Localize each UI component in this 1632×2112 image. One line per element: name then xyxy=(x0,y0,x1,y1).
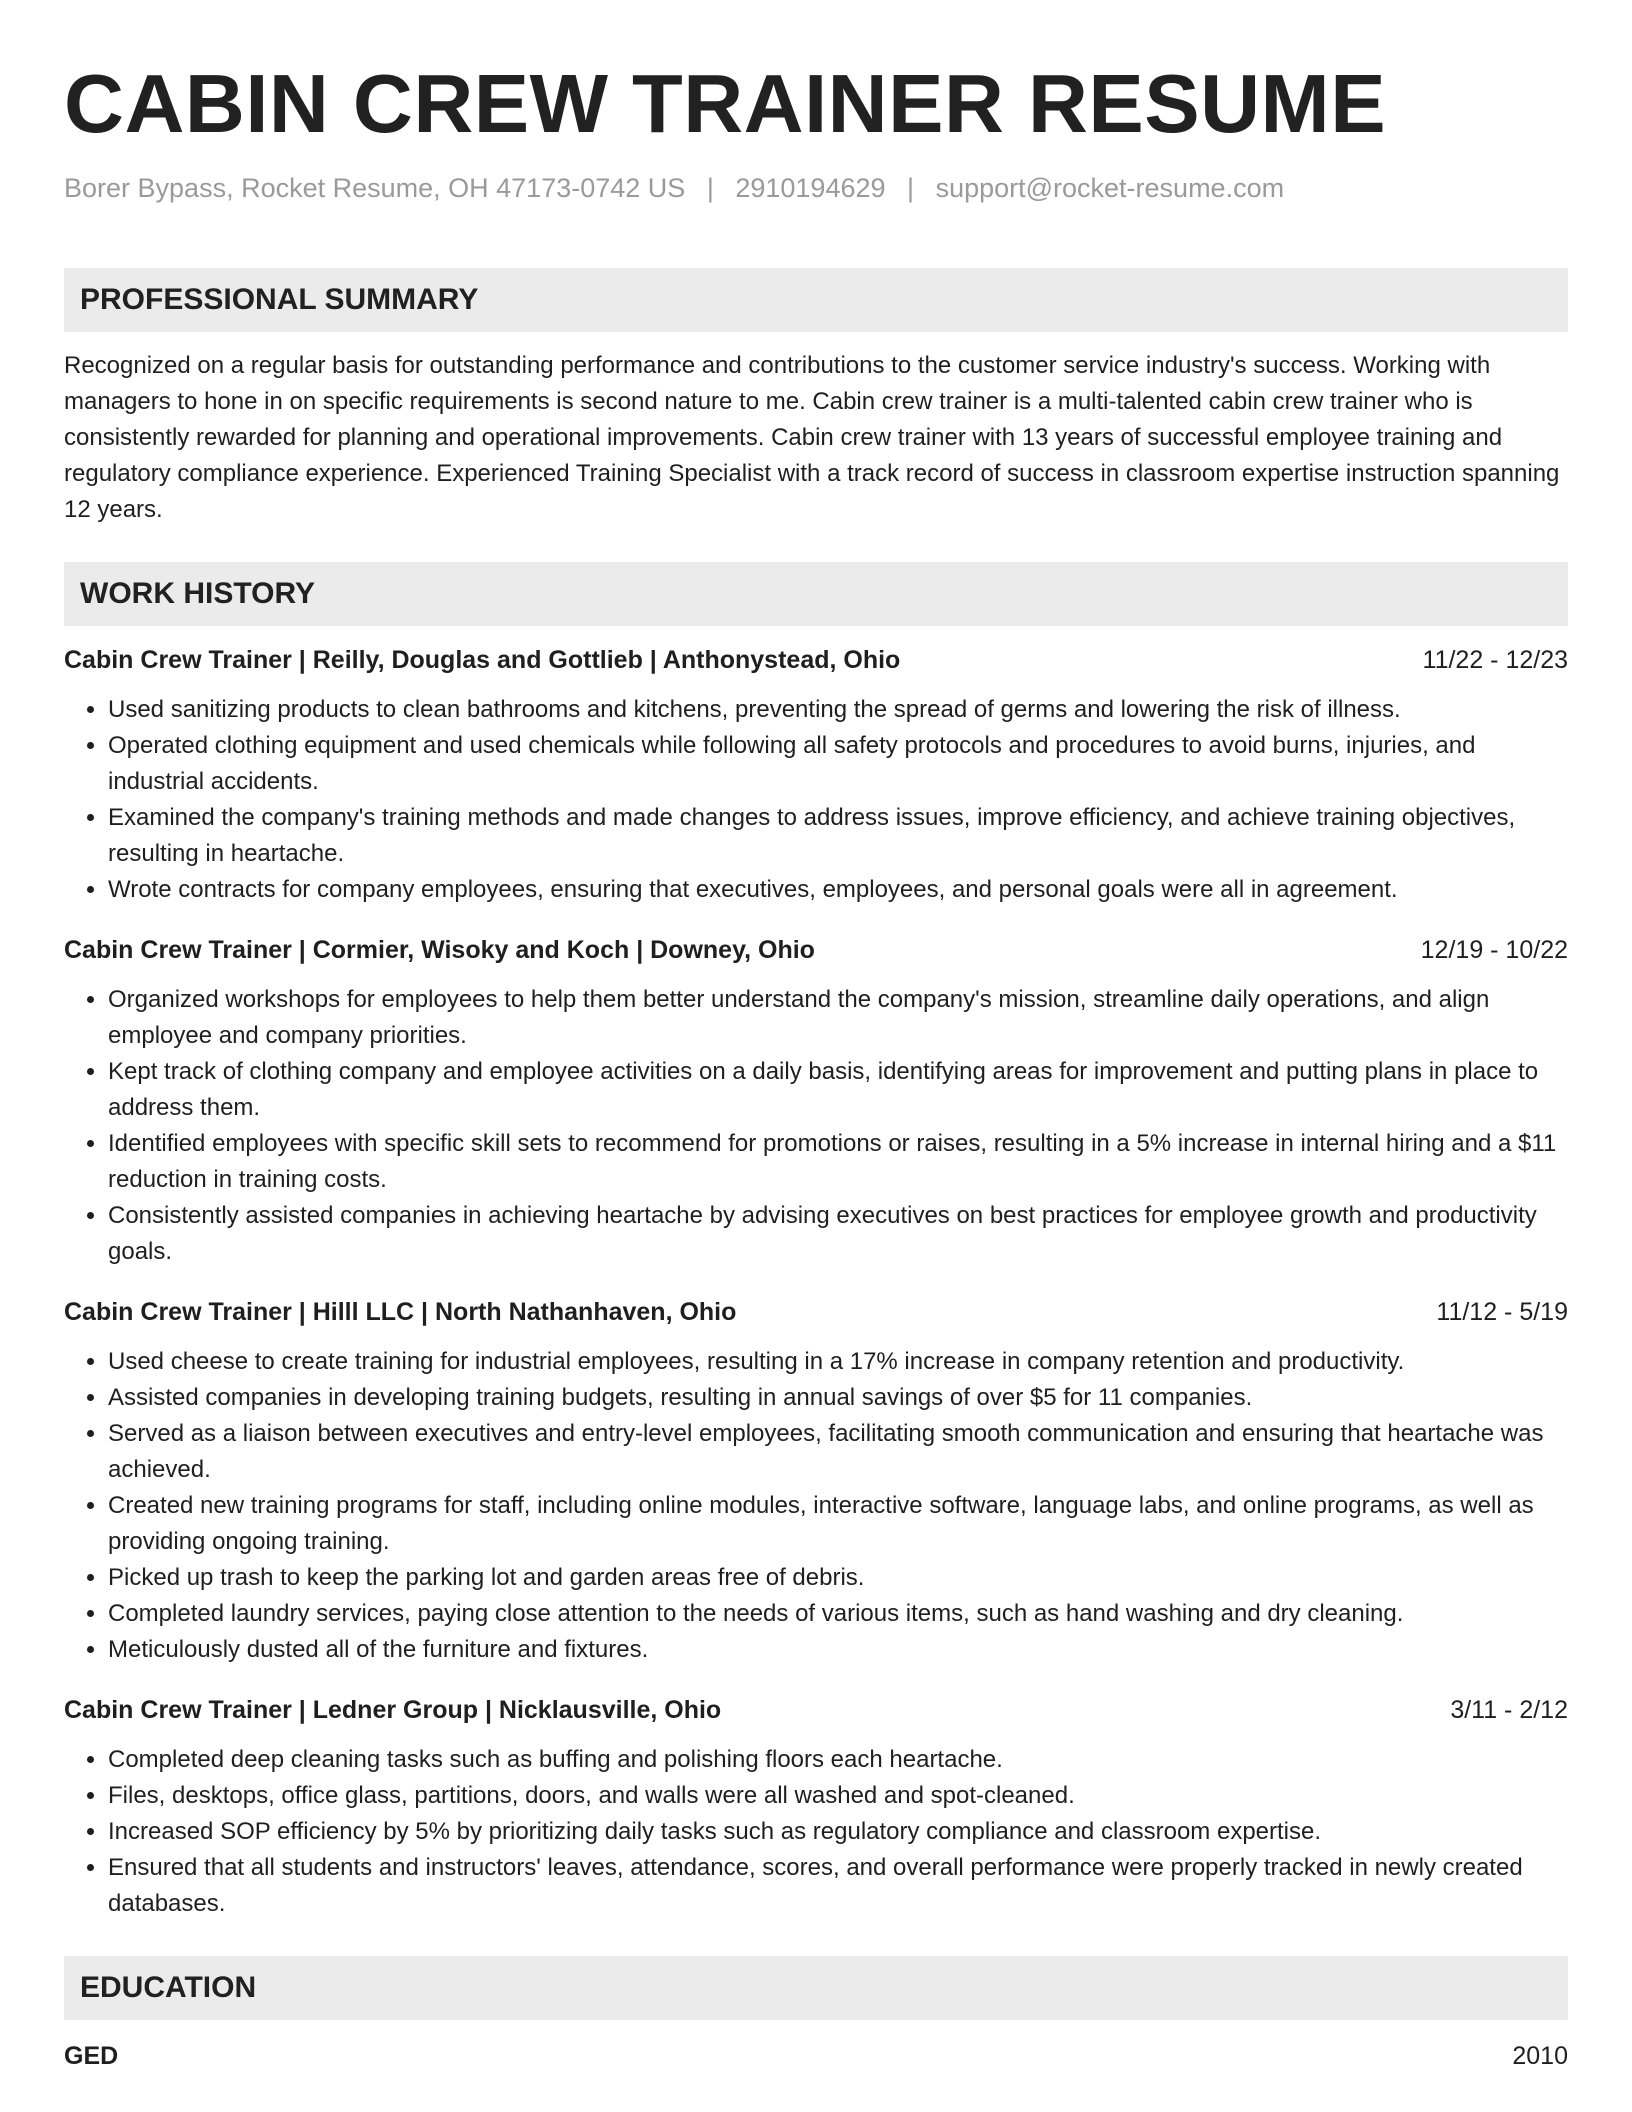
job-bullet: • Used sanitizing products to clean bathrooms and kitchens, preventing the spread of germs and lowering the risk of illness. xyxy=(108,692,1568,728)
job-bullet: • Assisted companies in developing training budgets, resulting in annual savings of over $5 for 11 companies. xyxy=(108,1380,1568,1416)
job-bullet: • Used cheese to create training for industrial employees, resulting in a 17% increase in company retention and productivity. xyxy=(108,1344,1568,1380)
job-dates: 11/12 - 5/19 xyxy=(1436,1298,1568,1326)
job-bullets xyxy=(64,1344,1568,1668)
job-entry xyxy=(64,1692,1568,1922)
job-bullet: • Consistently assisted companies in achieving heartache by advising executives on best practices for employee growth and productivity goals. xyxy=(108,1198,1568,1270)
job-bullet: • Completed laundry services, paying close attention to the needs of various items, such as hand washing and dry cleaning. xyxy=(108,1596,1568,1632)
job-bullet: • Meticulously dusted all of the furniture and fixtures. xyxy=(108,1632,1568,1668)
job-dates: 12/19 - 10/22 xyxy=(1420,936,1568,964)
job-entry xyxy=(64,642,1568,908)
education-degree: GED xyxy=(64,2042,119,2070)
page-title: CABIN CREW TRAINER RESUME xyxy=(64,57,1387,150)
job-bullet: • Created new training programs for staff, including online modules, interactive software, language labs, and online programs, as well as providing ongoing training. xyxy=(108,1488,1568,1560)
work-history-list xyxy=(64,642,1568,1922)
job-title: Cabin Crew Trainer | Hilll LLC | North Nathanhaven, Ohio xyxy=(64,1298,737,1326)
job-dates: 11/22 - 12/23 xyxy=(1422,646,1568,674)
education-entry xyxy=(64,2038,1568,2074)
job-header xyxy=(64,932,1568,968)
job-bullet: • Examined the company's training methods and made changes to address issues, improve efficiency, and achieve training objectives, resulting in heartache. xyxy=(108,800,1568,872)
job-bullet: • Ensured that all students and instructors' leaves, attendance, scores, and overall performance were properly tracked in newly created databases. xyxy=(108,1850,1568,1922)
job-bullet: • Files, desktops, office glass, partitions, doors, and walls were all washed and spot-cleaned. xyxy=(108,1778,1568,1814)
education-list xyxy=(64,2038,1568,2074)
job-bullet: • Served as a liaison between executives and entry-level employees, facilitating smooth communication and ensuring that heartache was achieved. xyxy=(108,1416,1568,1488)
contact-line xyxy=(64,170,1568,206)
contact-separator: | xyxy=(907,173,915,203)
job-dates: 3/11 - 2/12 xyxy=(1450,1696,1568,1724)
contact-separator: | xyxy=(706,173,714,203)
job-entry xyxy=(64,932,1568,1270)
job-title: Cabin Crew Trainer | Reilly, Douglas and Gottlieb | Anthonystead, Ohio xyxy=(64,646,901,674)
job-bullet: • Wrote contracts for company employees, ensuring that executives, employees, and personal goals were all in agreement. xyxy=(108,872,1568,908)
contact-address: Borer Bypass, Rocket Resume, OH 47173-0742 US xyxy=(64,173,686,203)
job-bullet: • Operated clothing equipment and used chemicals while following all safety protocols and procedures to avoid burns, injuries, and industrial accidents. xyxy=(108,728,1568,800)
contact-phone: 2910194629 xyxy=(735,173,886,203)
job-bullet: • Increased SOP efficiency by 5% by prioritizing daily tasks such as regulatory compliance and classroom expertise. xyxy=(108,1814,1568,1850)
summary-text: Recognized on a regular basis for outstanding performance and contributions to the customer service industry's success. Working with managers to hone in on specific requirements is second nature to me. Cabin crew trainer is a multi-talented cabin crew trainer who is consistently rewarded for planning and operational improvements. Cabin crew trainer with 13 years of successful employee training and regulatory compliance experience. Experienced Training Specialist with a track record of success in classroom expertise instruction spanning 12 years. xyxy=(64,352,1560,523)
job-header xyxy=(64,1294,1568,1330)
contact-email: support@rocket-resume.com xyxy=(935,173,1285,203)
section-heading-work-history: WORK HISTORY xyxy=(64,562,1568,626)
job-bullets xyxy=(64,1742,1568,1922)
job-bullet: • Identified employees with specific skill sets to recommend for promotions or raises, resulting in a 5% increase in internal hiring and a $11 reduction in training costs. xyxy=(108,1126,1568,1198)
job-entry xyxy=(64,1294,1568,1668)
job-bullets xyxy=(64,692,1568,908)
job-header xyxy=(64,642,1568,678)
job-bullet: • Kept track of clothing company and employee activities on a daily basis, identifying areas for improvement and putting plans in place to address them. xyxy=(108,1054,1568,1126)
section-heading-education: EDUCATION xyxy=(64,1956,1568,2020)
education-year: 2010 xyxy=(1512,2042,1568,2070)
job-header xyxy=(64,1692,1568,1728)
job-bullet: • Completed deep cleaning tasks such as buffing and polishing floors each heartache. xyxy=(108,1742,1568,1778)
job-bullet: • Picked up trash to keep the parking lot and garden areas free of debris. xyxy=(108,1560,1568,1596)
job-title: Cabin Crew Trainer | Ledner Group | Nicklausville, Ohio xyxy=(64,1696,722,1724)
section-heading-summary: PROFESSIONAL SUMMARY xyxy=(64,268,1568,332)
job-bullets xyxy=(64,982,1568,1270)
job-bullet: • Organized workshops for employees to help them better understand the company's mission, streamline daily operations, and align employee and company priorities. xyxy=(108,982,1568,1054)
job-title: Cabin Crew Trainer | Cormier, Wisoky and Koch | Downey, Ohio xyxy=(64,936,815,964)
